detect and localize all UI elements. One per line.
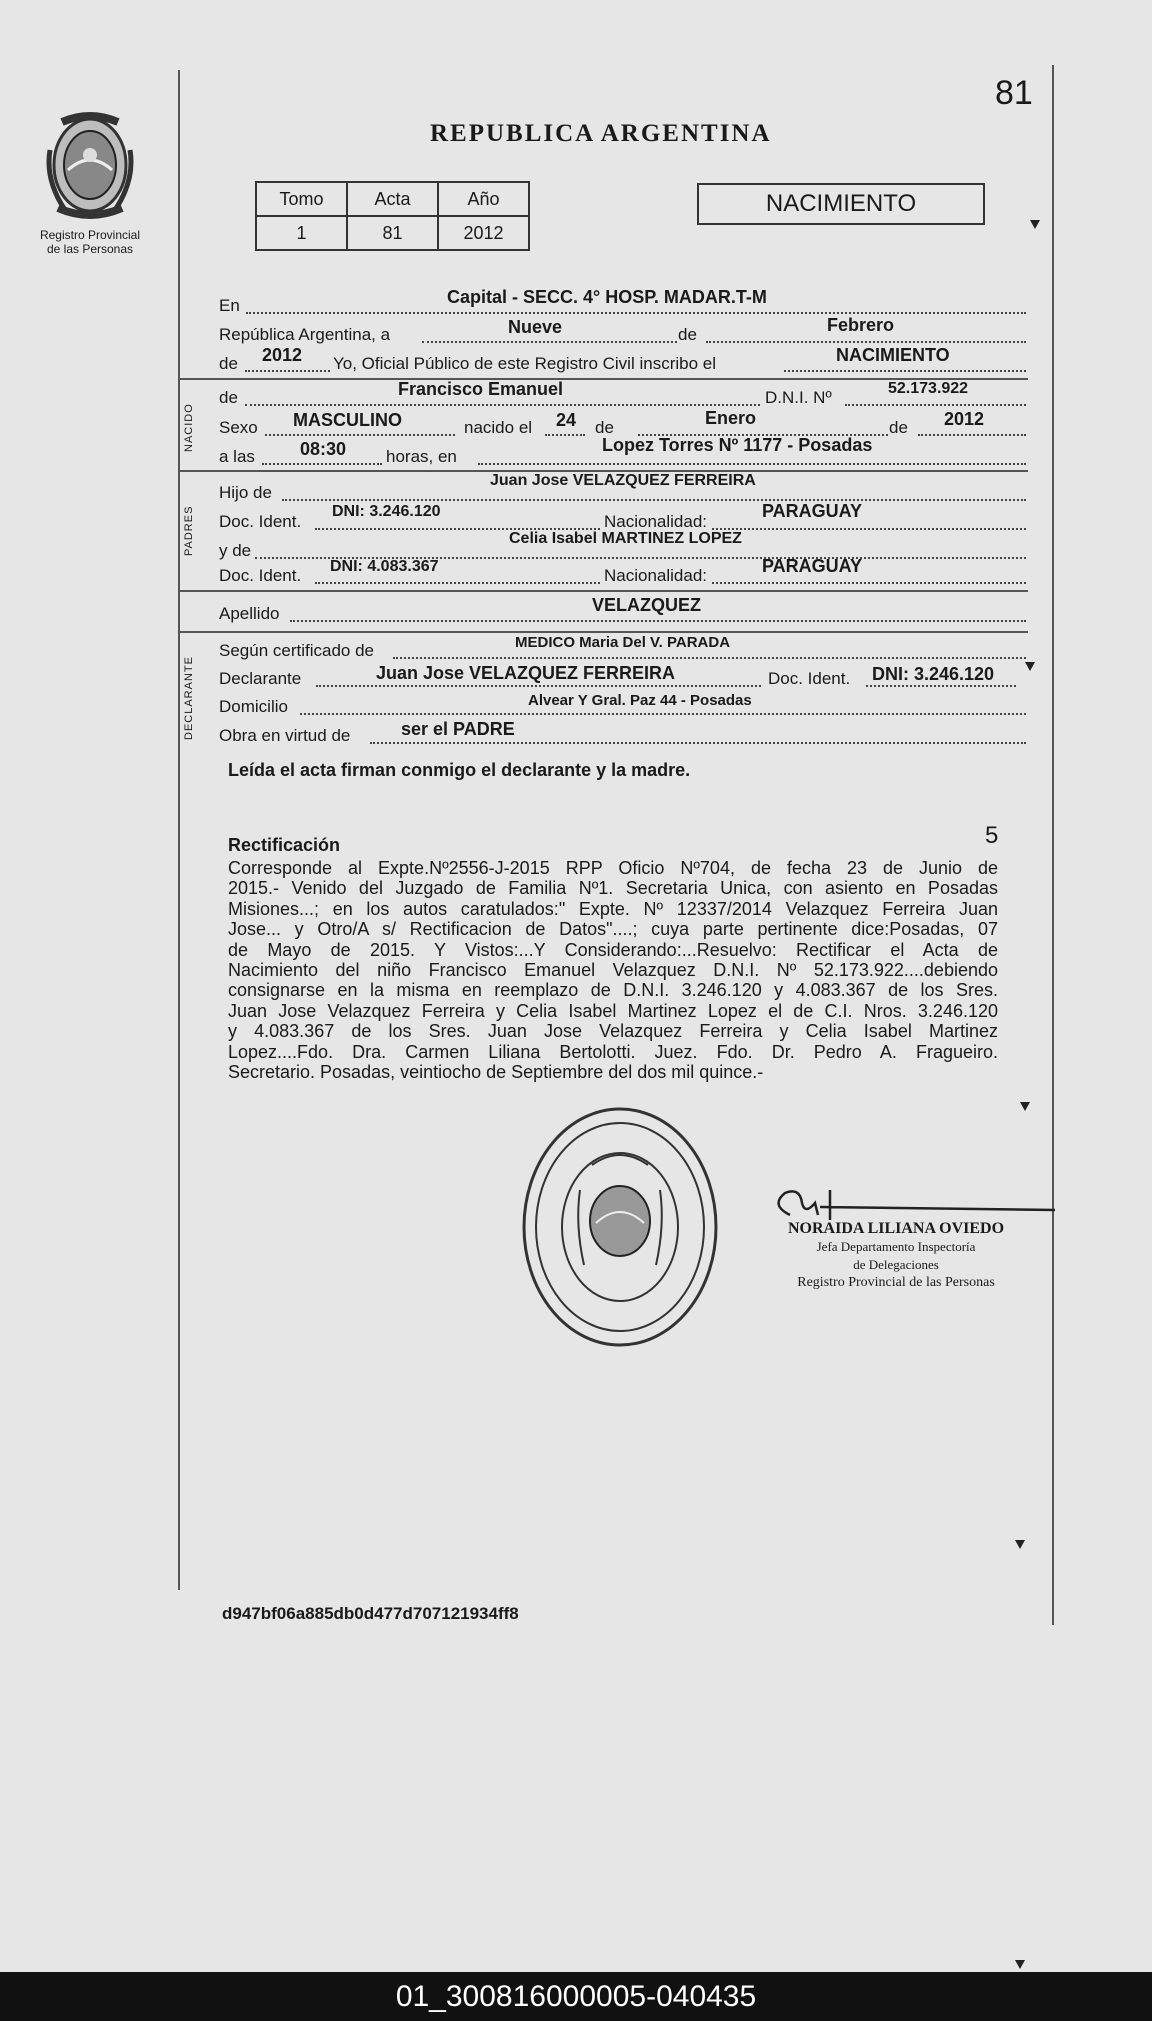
left-margin-line [178,70,180,1590]
signatory-department: de Delegaciones [853,1257,939,1272]
padres-side-label: PADRES [183,505,195,556]
act-type-box: NACIMIENTO [697,183,985,225]
birth-day: 24 [556,410,577,430]
dotted-line [316,685,761,687]
check-mark-icon [1030,220,1040,229]
dotted-line [300,713,1026,715]
birth-place: Lopez Torres Nº 1177 - Posadas [602,435,873,455]
registration-month: Febrero [827,315,895,335]
mother-nationality: PARAGUAY [762,556,863,576]
nacionalidad-label: Nacionalidad: [604,566,708,585]
oficial-text: Yo, Oficial Público de este Registro Civil inscribo el [333,354,716,373]
dotted-line [706,341,1026,343]
doc-ident-label: Doc. Ident. [219,512,302,531]
declarant-name: Juan Jose VELAZQUEZ FERREIRA [376,663,676,683]
doc-ident-label: Doc. Ident. [219,566,302,585]
child-name: Francisco Emanuel [398,379,564,399]
doc-ident-label: Doc. Ident. [768,669,851,688]
section-divider [180,631,1028,633]
horas-label: horas, en [386,447,457,466]
surname: VELAZQUEZ [592,595,702,615]
page-number: 81 [995,74,1033,112]
birth-year: 2012 [944,409,985,429]
father-doc: DNI: 3.246.120 [332,503,441,520]
certificate-issuer: MEDICO Maria Del V. PARADA [515,634,731,651]
signatory-registry: Registro Provincial de las Personas [797,1275,995,1290]
de-label: de [678,325,697,344]
declarant-doc: DNI: 3.246.120 [872,664,995,684]
declarante-side-label: DECLARANTE [183,656,195,740]
dotted-line [246,312,1026,314]
nacido-el-label: nacido el [464,418,533,437]
registered-act: NACIMIENTO [836,345,950,365]
dotted-line [422,341,677,343]
document-hash: d947bf06a885db0d477d707121934ff8 [222,1604,519,1623]
signature-icon [760,1185,1060,1225]
sexo-label: Sexo [219,418,258,437]
book-table [255,181,530,251]
child-dni: 52.173.922 [888,380,969,397]
registry-place: Capital - SECC. 4° HOSP. MADAR.T-M [447,287,767,307]
document-title: REPUBLICA ARGENTINA [430,120,772,147]
child-sex: MASCULINO [293,410,402,430]
acta-header: Acta [347,182,438,216]
closing-statement: Leída el acta firman conmigo el declarante y la madre. [228,760,691,780]
domicilio-label: Domicilio [219,697,288,716]
obra-value: ser el PADRE [401,719,515,739]
right-margin-line [1052,65,1054,1625]
dotted-line [282,499,1026,501]
dni-label: D.N.I. Nº [765,388,832,407]
dotted-line [918,434,1026,436]
en-label: En [219,296,240,315]
check-mark-icon [1015,1540,1025,1549]
official-seal-icon [520,1105,720,1350]
dotted-line [545,434,585,436]
father-name: Juan Jose VELAZQUEZ FERREIRA [490,472,756,489]
birth-time: 08:30 [300,439,347,459]
dotted-line [712,528,1026,530]
dotted-line [245,370,330,372]
father-nationality: PARAGUAY [762,501,863,521]
check-mark-icon [1020,1102,1030,1111]
dotted-line [315,582,600,584]
province-emblem-icon [40,110,140,225]
dotted-line [784,370,1026,372]
dotted-line [845,404,1026,406]
dotted-line [393,657,1026,659]
y-de-label: y de [219,541,252,560]
dotted-line [265,434,455,436]
dotted-line [245,404,760,406]
republica-label: República Argentina, a [219,325,391,344]
registration-day: Nueve [508,317,563,337]
check-mark-icon [1025,662,1035,671]
registration-year: 2012 [262,345,303,365]
signatory-name: NORAIDA LILIANA OVIEDO [788,1220,1005,1237]
de-label: de [889,418,908,437]
rectificacion-text: Corresponde al Expte.Nº2556-J-2015 RPP Oficio Nº704, de fecha 23 de Junio de 2015.- Venido del Juzgado de Familia Nº1. Secretaria Unica, con asiento en Posadas Misiones...; en los autos caratulados:" Expte. Nº 12337/2014 Velazquez Ferreira Juan Jose... y Otro/A s/ Rectificacion de Datos"....; cuya parte pertinente dice:Posadas, 07 de Mayo de 2015. Y Vistos:...Y Considerando:...Resuelvo: Rectificar el Acta de Nacimiento del niño Francisco Emanuel Velazquez D.N.I. Nº 52.173.922....debiendo consignarse en la misma en reemplazo de D.N.I. 3.246.120 y 4.083.367 de los Sres. Juan Jose Velazquez Ferreira y Celia Isabel Martinez Lopez el de C.I. Nros. 3.246.120 y 4.083.367 de los Sres. Juan Jose Velazquez Ferreira y Celia Isabel Martinez Lopez....Fdo. Dra. Carmen Liliana Bertolotti. Juez. Fdo. Dr. Pedro A. Fragueiro. Secretario. Posadas, veintiocho de Septiembre del dos mil quince.- [228,858,998,1083]
de2-label: de [219,354,238,373]
declarant-address: Alvear Y Gral. Paz 44 - Posadas [528,692,752,709]
apellido-label: Apellido [219,604,280,623]
signatory-role: Jefa Departamento Inspectoría [816,1239,976,1254]
acta-value: 81 [347,216,438,250]
tomo-value: 1 [256,216,347,250]
registry-label: Registro Provincial de las Personas [39,228,141,256]
tomo-header: Tomo [256,182,347,216]
ano-value: 2012 [438,216,529,250]
footer-code: 01_300816000005-040435 [0,1972,1152,2021]
certificado-label: Según certificado de [219,641,374,660]
dotted-line [370,742,1026,744]
rectificacion-title: Rectificación [228,835,341,855]
declarante-label: Declarante [219,669,302,688]
dotted-line [866,685,1016,687]
nacionalidad-label: Nacionalidad: [604,512,708,531]
signatory-block [788,1220,1004,1292]
dotted-line [262,463,382,465]
dotted-line [712,582,1026,584]
birth-month: Enero [705,408,757,428]
check-mark-icon [1015,1960,1025,1969]
hijo-de-label: Hijo de [219,483,272,502]
nacido-side-label: NACIDO [183,403,195,452]
a-las-label: a las [219,447,255,466]
dotted-line [290,620,1026,622]
de-label: de [595,418,614,437]
obra-label: Obra en virtud de [219,726,351,745]
de-label: de [219,388,238,407]
mother-name: Celia Isabel MARTINEZ LOPEZ [509,530,742,547]
section-divider [180,590,1028,592]
dotted-line [478,463,1026,465]
rectificacion-number: 5 [985,822,999,849]
mother-doc: DNI: 4.083.367 [330,558,439,575]
ano-header: Año [438,182,529,216]
